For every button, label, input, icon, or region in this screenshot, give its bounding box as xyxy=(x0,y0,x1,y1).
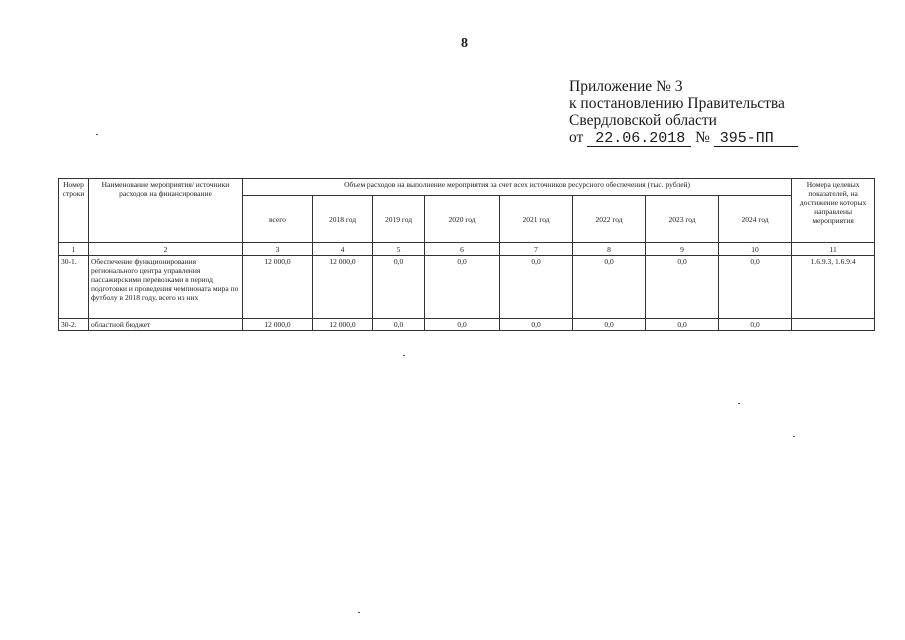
column-number: 5 xyxy=(373,243,425,256)
from-label: от xyxy=(569,129,584,146)
row-2018-cell: 12 000,0 xyxy=(313,319,373,331)
annex-header xyxy=(569,78,798,147)
scan-speck xyxy=(96,134,98,135)
column-number: 9 xyxy=(646,243,719,256)
scan-speck xyxy=(793,436,795,437)
header-2019: 2019 год xyxy=(373,196,425,243)
header-2024: 2024 год xyxy=(719,196,792,243)
column-number: 2 xyxy=(89,243,243,256)
page-number: 8 xyxy=(461,36,468,51)
column-number: 4 xyxy=(313,243,373,256)
row-2020-cell: 0,0 xyxy=(425,256,500,319)
row-2018-cell: 12 000,0 xyxy=(313,256,373,319)
header-2022: 2022 год xyxy=(573,196,646,243)
column-number-row xyxy=(59,243,875,256)
row-2019-cell: 0,0 xyxy=(373,319,425,331)
scan-speck xyxy=(738,403,740,404)
row-number-cell: 30-2. xyxy=(59,319,89,331)
header-targets: Номера целевых показателей, на достижение которых направлены мероприятия xyxy=(792,179,875,243)
column-number: 3 xyxy=(243,243,313,256)
resolution-number: 395-ПП xyxy=(714,131,798,147)
annex-resolution-line: к постановлению Правительства xyxy=(569,95,785,112)
row-total-cell: 12 000,0 xyxy=(243,319,313,331)
header-2023: 2023 год xyxy=(646,196,719,243)
number-label: № xyxy=(695,129,710,146)
column-number: 8 xyxy=(573,243,646,256)
row-2023-cell: 0,0 xyxy=(646,319,719,331)
row-2020-cell: 0,0 xyxy=(425,319,500,331)
row-targets-cell: 1.6.9.3, 1.6.9.4 xyxy=(792,256,875,319)
annex-title: Приложение № 3 xyxy=(569,78,683,95)
row-2024-cell: 0,0 xyxy=(719,319,792,331)
header-name: Наименование мероприятия/ источники расходов на финансирование xyxy=(89,179,243,243)
header-row xyxy=(59,179,875,196)
header-2020: 2020 год xyxy=(425,196,500,243)
row-number-cell: 30-1. xyxy=(59,256,89,319)
column-number: 7 xyxy=(500,243,573,256)
row-name-cell: Обеспечение функционирования регионального центра управления пассажирскими перевозками в период подготовки и проведения чемпионата мира по футболу в 2018 году, всего из них xyxy=(89,256,243,319)
column-number: 10 xyxy=(719,243,792,256)
resolution-date: 22.06.2018 xyxy=(587,131,691,147)
row-name-cell: областной бюджет xyxy=(89,319,243,331)
header-total: всего xyxy=(243,196,313,243)
header-2018: 2018 год xyxy=(313,196,373,243)
row-2023-cell: 0,0 xyxy=(646,256,719,319)
row-targets-cell xyxy=(792,319,875,331)
table-row xyxy=(59,319,875,331)
scan-speck xyxy=(403,355,405,356)
row-2021-cell: 0,0 xyxy=(500,256,573,319)
row-2022-cell: 0,0 xyxy=(573,256,646,319)
row-2022-cell: 0,0 xyxy=(573,319,646,331)
header-2021: 2021 год xyxy=(500,196,573,243)
header-volume-group: Объем расходов на выполнение мероприятия за счет всех источников ресурсного обеспечения (тыс. рублей) xyxy=(243,179,792,196)
annex-region-line: Свердловской области xyxy=(569,112,717,129)
row-2019-cell: 0,0 xyxy=(373,256,425,319)
row-total-cell: 12 000,0 xyxy=(243,256,313,319)
annex-date-number-line xyxy=(569,129,798,147)
table-row xyxy=(59,256,875,319)
row-2021-cell: 0,0 xyxy=(500,319,573,331)
column-number: 11 xyxy=(792,243,875,256)
column-number: 1 xyxy=(59,243,89,256)
scan-speck xyxy=(358,612,360,613)
expenses-table xyxy=(58,178,875,331)
column-number: 6 xyxy=(425,243,500,256)
header-row-number: Номер строки xyxy=(59,179,89,243)
row-2024-cell: 0,0 xyxy=(719,256,792,319)
